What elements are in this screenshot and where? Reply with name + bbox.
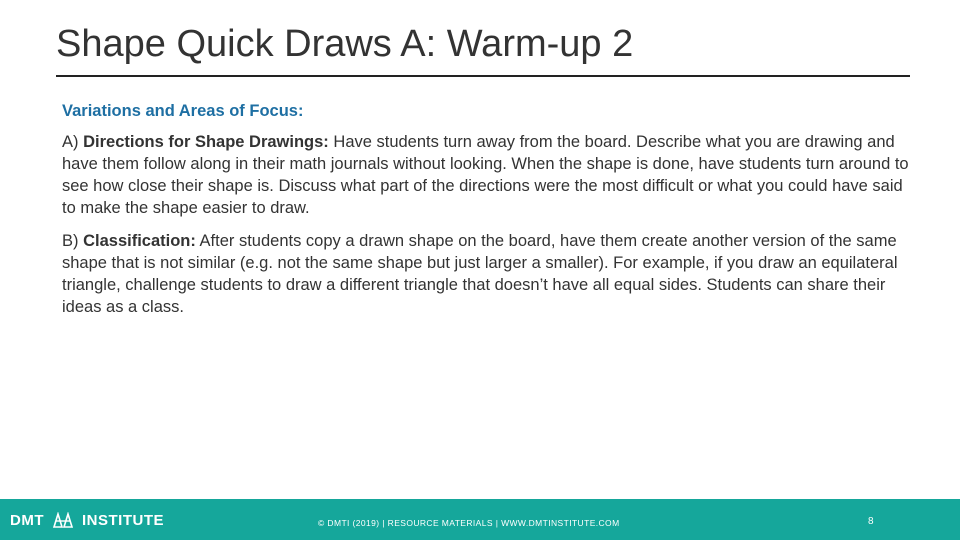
brand-logo: [10, 511, 164, 529]
paragraph-b-heading: Classification:: [83, 232, 196, 250]
slide-content: [62, 100, 912, 329]
copyright-text: © DMTI (2019) | RESOURCE MATERIALS | WWW.DMTINSTITUTE.COM: [318, 518, 620, 528]
title-divider: [56, 75, 910, 77]
paragraph-a-prefix: A): [62, 133, 84, 151]
slide-title: Shape Quick Draws A: Warm-up 2: [56, 23, 634, 65]
paragraph-b-text: After students copy a drawn shape on the board, have them create another version of the same shape that is not similar (e.g. not the same shape but just larger a smaller). For example, if you draw an equilateral triangle, challenge students to draw a different triangle that doesn’t have all equal sides. Students can share their ideas as a class.: [62, 232, 898, 316]
paragraph-a-heading: Directions for Shape Drawings:: [83, 133, 329, 151]
page-number: 8: [868, 516, 874, 527]
dmt-logo-icon: [52, 512, 74, 528]
footer-bar: [0, 499, 960, 540]
paragraph-b-prefix: B): [62, 232, 84, 250]
brand-name-left: DMT: [10, 511, 44, 529]
section-subheading: Variations and Areas of Focus:: [62, 102, 304, 120]
paragraph-b: [62, 230, 912, 318]
brand-name-right: INSTITUTE: [82, 511, 164, 529]
paragraph-a-text: Have students turn away from the board. Describe what you are drawing and have them follow along in their math journals without looking. When the shape is done, have students turn around to see how close their shape is. Discuss what part of the directions were the most difficult or what you could have said to make the shape easier to draw.: [62, 133, 909, 217]
paragraph-a: [62, 131, 912, 219]
